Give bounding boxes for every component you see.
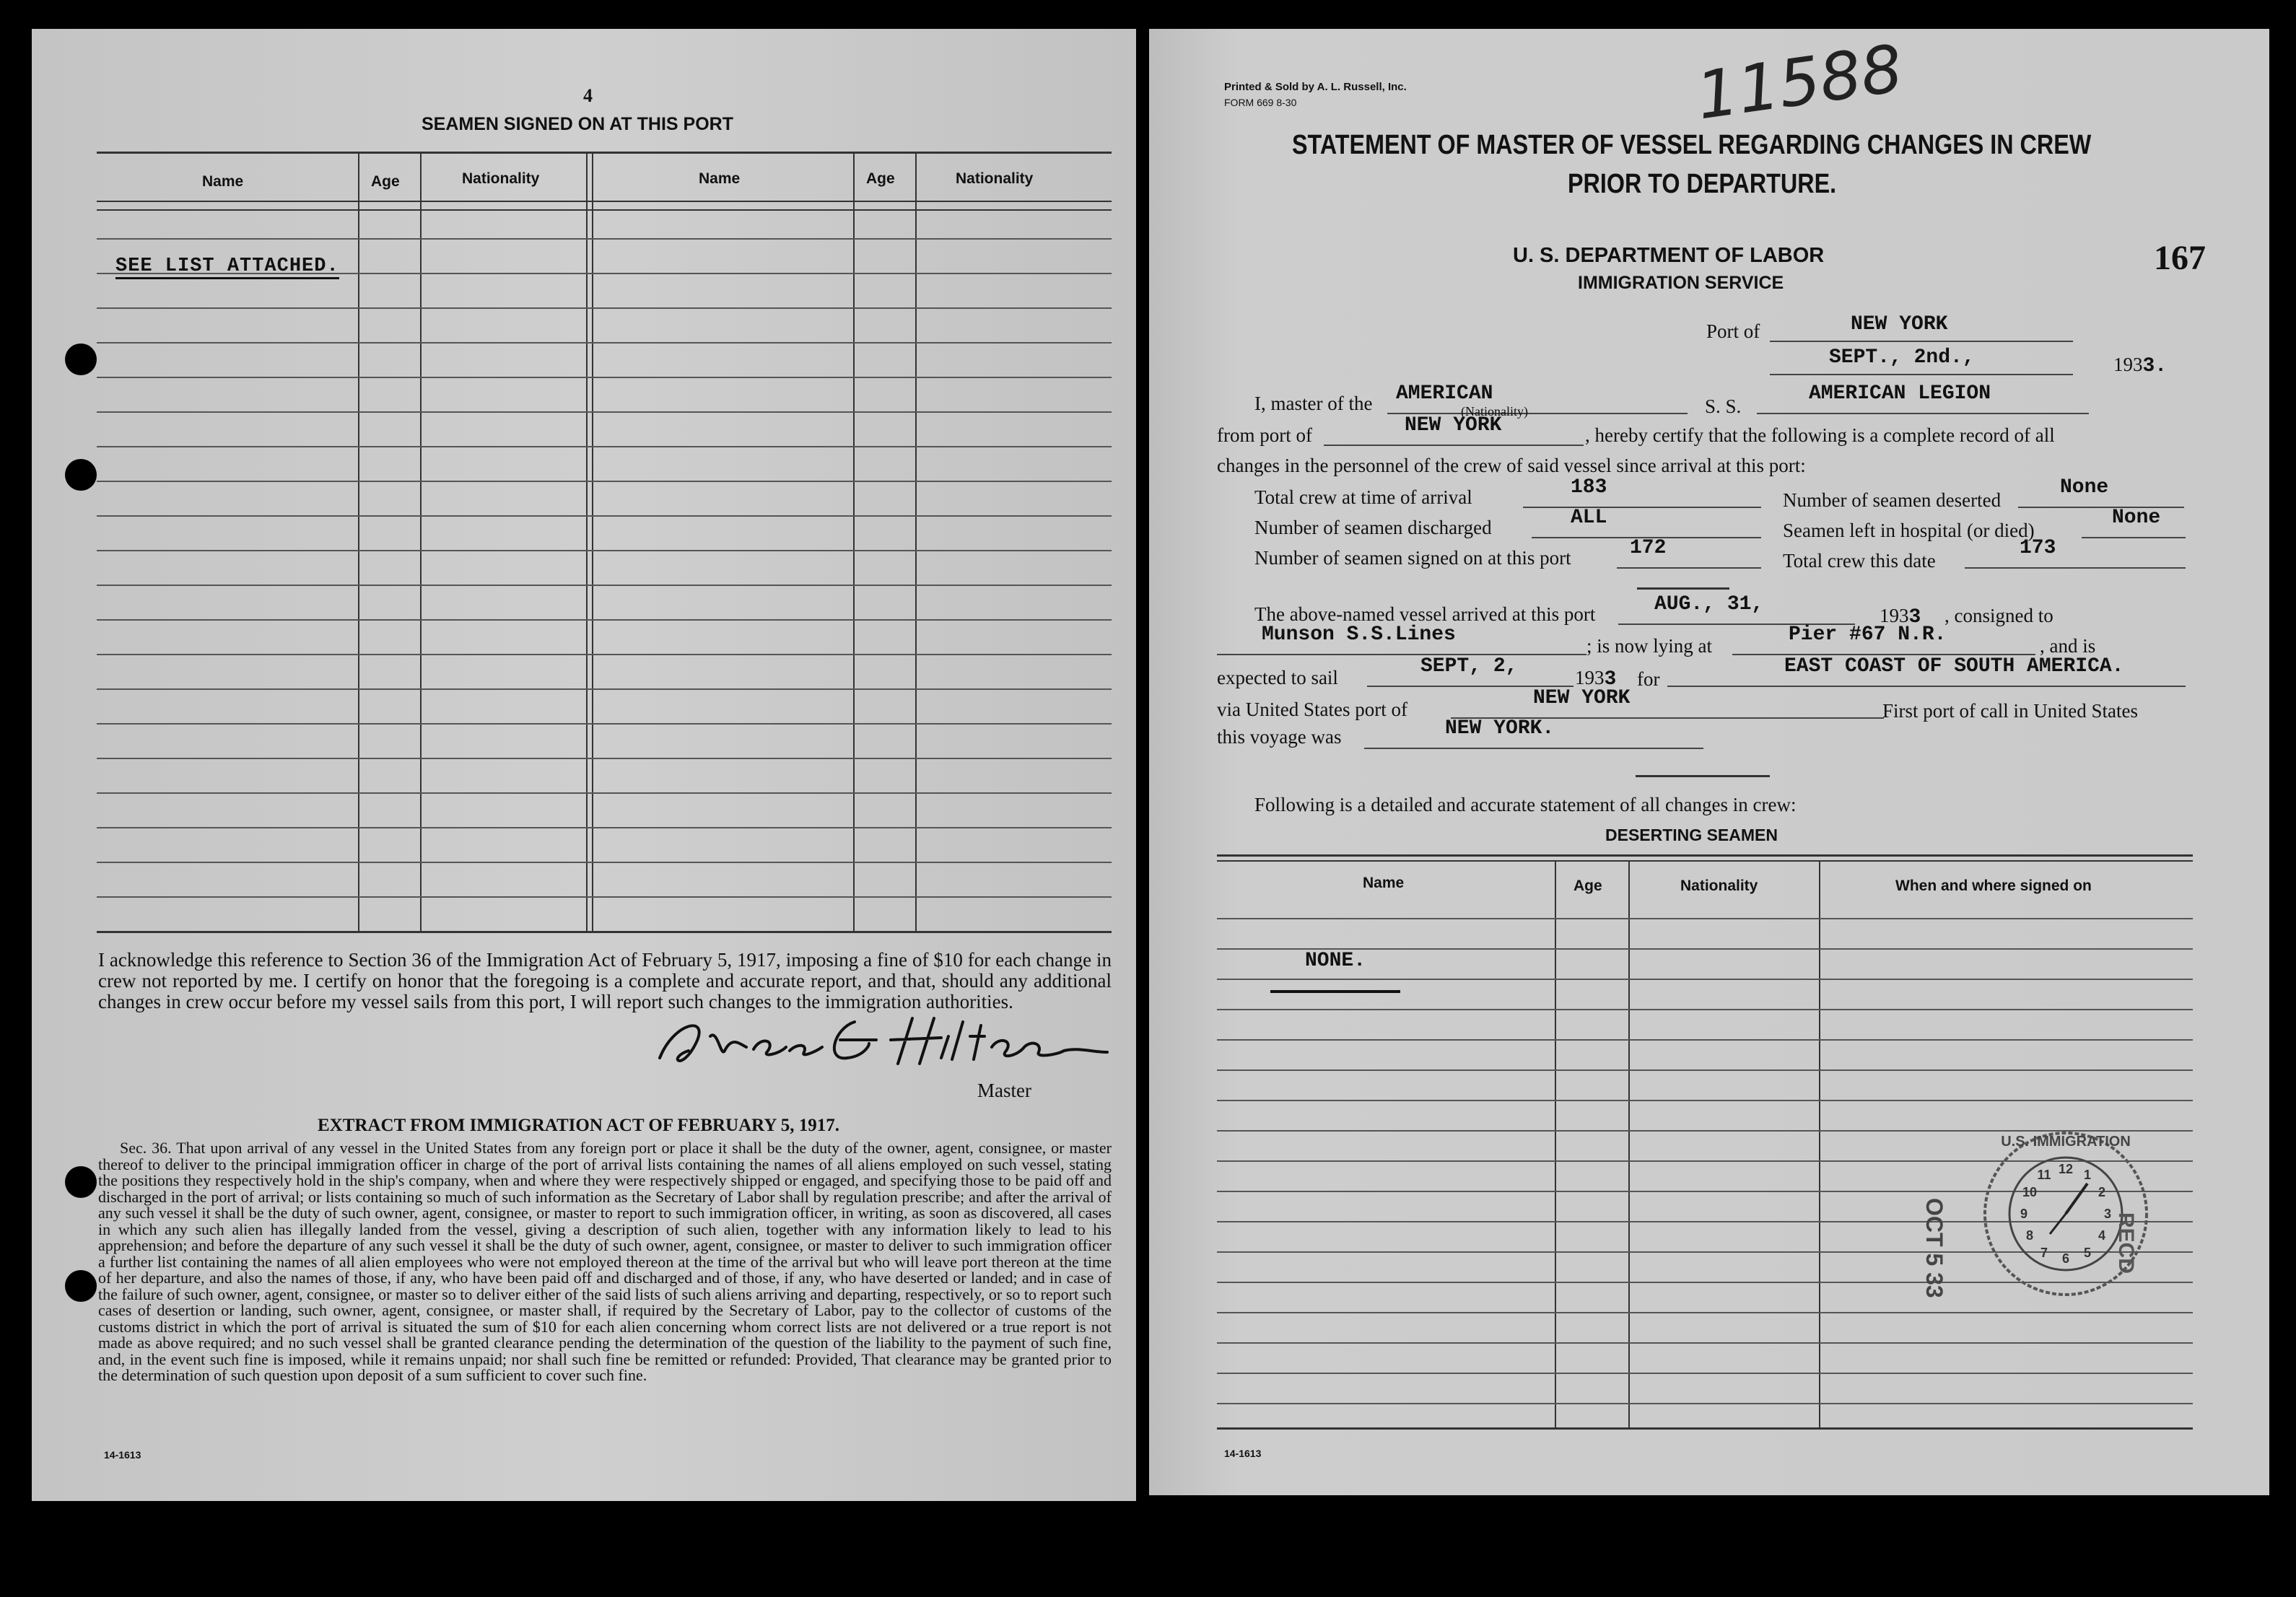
arrived-value: AUG., 31, (1654, 593, 1764, 616)
expected-label: expected to sail (1217, 667, 1338, 688)
clock-numeral: 2 (2098, 1185, 2106, 1199)
table-row-line (97, 688, 1112, 690)
acknowledgement-text: I acknowledge this reference to Section 36 of the Immigration Act of February 5, 1917, imposing a fine of $10 for each change in crew not reported by me. I certify on honor that the foregoing is a complete and accurate report, and that, should any additional changes in crew occur before my vessel sails from this port, I will report such changes to the immigration authorities. (98, 949, 1112, 1012)
voyage-label: this voyage was (1217, 726, 1342, 748)
lying-value: Pier #67 N.R. (1789, 624, 1947, 646)
deserted-value: None (2060, 476, 2109, 499)
table-row-line (1217, 1312, 2193, 1313)
deserted-label: Number of seamen deserted (1783, 489, 2002, 511)
table-row-line (1217, 918, 2193, 919)
column-divider (853, 152, 855, 932)
column-header-age: Age (866, 170, 895, 187)
punch-hole (65, 344, 97, 375)
date-value: SEPT., 2nd., (1829, 346, 1975, 369)
table-row-line (97, 827, 1112, 828)
nationality-value: AMERICAN (1396, 382, 1493, 405)
table-header-border (97, 201, 1112, 202)
stamp-side-text: RECD (2114, 1212, 2138, 1274)
field-line (1770, 374, 2073, 375)
table-row-line (1217, 979, 2193, 980)
total-crew-arrival-label: Total crew at time of arrival (1254, 486, 1472, 508)
column-divider (358, 152, 359, 932)
clock-numeral: 1 (2083, 1168, 2092, 1182)
clock-numeral: 6 (2061, 1251, 2070, 1266)
clock-numeral: 11 (2037, 1168, 2051, 1182)
column-header-nationality: Nationality (1680, 878, 1758, 894)
port-value: NEW YORK (1851, 313, 1948, 336)
year: 1933. (2113, 354, 2168, 377)
field-line (1364, 748, 1703, 749)
column-header-age: Age (371, 173, 400, 190)
table-row-line (97, 758, 1112, 759)
table-row-line (97, 550, 1112, 551)
total-crew-date-value: 173 (2020, 537, 2056, 559)
form-code: FORM 669 8-30 (1224, 97, 1297, 108)
from-port-label: from port of (1217, 424, 1312, 446)
expected-value: SEPT, 2, (1420, 655, 1518, 678)
stamp-number: 167 (2154, 239, 2206, 277)
consignee-value: Munson S.S.Lines (1262, 624, 1456, 646)
column-header-age: Age (1573, 878, 1602, 894)
column-header-nationality: Nationality (462, 170, 540, 187)
table-row-line (97, 723, 1112, 725)
table-row-line (97, 481, 1112, 482)
table-row-line (97, 411, 1112, 413)
column-divider (586, 152, 588, 932)
punch-hole (65, 1270, 97, 1302)
field-line (1667, 686, 2186, 687)
table-header-border-2 (97, 209, 1112, 211)
table-row-line (97, 307, 1112, 309)
table-top-border-2 (1217, 860, 2193, 862)
table-row-line (97, 896, 1112, 898)
arrived-year: 1933 (1880, 605, 1921, 629)
clock-numeral: 5 (2083, 1246, 2092, 1260)
table-row-line (1217, 1342, 2193, 1344)
discharged-value: ALL (1571, 507, 1607, 529)
clock-numeral: 9 (2020, 1207, 2028, 1221)
port-label: Port of (1706, 320, 1760, 342)
entry-underline (1270, 990, 1400, 993)
punch-hole (65, 1166, 97, 1198)
nationality-caption: (Nationality) (1461, 404, 1528, 419)
column-header-name: Name (202, 173, 244, 190)
stamp-outer-text: U.S. IMMIGRATION (2001, 1134, 2131, 1150)
signature-caption: Master (977, 1080, 1031, 1101)
via-label: via United States port of (1217, 699, 1407, 720)
signed-on-value: 172 (1630, 537, 1667, 559)
column-header-name: Name (699, 170, 741, 187)
hospital-label: Seamen left in hospital (or died) (1783, 520, 2035, 541)
form-number: 14-1613 (1224, 1448, 1262, 1459)
clock-numeral: 7 (2040, 1246, 2048, 1260)
separator (1636, 775, 1770, 777)
from-port-value: NEW YORK (1405, 414, 1502, 437)
voyage-value: NEW YORK. (1445, 717, 1555, 740)
extract-title: EXTRACT FROM IMMIGRATION ACT OF FEBRUARY 5, 1917. (318, 1116, 839, 1135)
field-line (1324, 445, 1584, 446)
punch-hole (65, 459, 97, 491)
form-subtitle: PRIOR TO DEPARTURE. (1568, 169, 1837, 199)
table-row-line (97, 654, 1112, 655)
first-port-label: First port of call in United States (1882, 700, 2138, 722)
table-row-line (1217, 1100, 2193, 1101)
table-top-border (1217, 854, 2193, 857)
table-row-line (97, 515, 1112, 517)
following-text: Following is a detailed and accurate statement of all changes in crew: (1254, 794, 1797, 815)
table-row-line (1217, 1009, 2193, 1010)
field-line (1965, 567, 2186, 569)
printer-line: Printed & Sold by A. L. Russell, Inc. (1224, 81, 1407, 93)
destination-value: EAST COAST OF SOUTH AMERICA. (1784, 655, 2124, 678)
total-crew-date-label: Total crew this date (1783, 550, 1936, 572)
arrived-label: The above-named vessel arrived at this port (1254, 603, 1596, 625)
column-divider (592, 152, 593, 932)
consigned-label: , consigned to (1944, 605, 2053, 626)
field-line (1217, 654, 1586, 655)
table-row-line (97, 862, 1112, 863)
table-bottom-border (1217, 1427, 2193, 1430)
field-line (2082, 537, 2186, 538)
separator (1637, 587, 1729, 590)
clock-numeral: 8 (2025, 1228, 2034, 1243)
table-bottom-border (97, 931, 1112, 933)
left-title: SEAMEN SIGNED ON AT THIS PORT (422, 114, 733, 134)
clock-numeral: 12 (2058, 1162, 2074, 1176)
column-divider (420, 152, 422, 932)
column-divider (915, 152, 917, 932)
deserting-title: DESERTING SEAMEN (1605, 826, 1778, 844)
right-page (1149, 29, 2269, 1495)
field-line (1770, 341, 2073, 342)
table-row-line (97, 446, 1112, 447)
table-row-line (97, 619, 1112, 621)
for-label: for (1637, 668, 1660, 690)
changes-text: changes in the personnel of the crew of said vessel since arrival at this port: (1217, 455, 1806, 476)
expected-year: 1933 (1575, 667, 1617, 691)
table-row-line (97, 792, 1112, 794)
service: IMMIGRATION SERVICE (1578, 273, 1784, 293)
table-row-line (1217, 1039, 2193, 1041)
certify-text: , hereby certify that the following is a complete record of all (1585, 424, 2055, 446)
clock-numeral: 3 (2103, 1207, 2112, 1221)
table-row-line (1217, 1403, 2193, 1404)
page-number: 4 (583, 85, 593, 106)
and-is-label: , and is (2040, 635, 2096, 657)
table-row-line (1217, 1373, 2193, 1374)
column-header-nationality: Nationality (956, 170, 1034, 187)
column-header-name: Name (1363, 875, 1405, 891)
table-row-line (97, 377, 1112, 378)
table-row-line (97, 238, 1112, 240)
table-row-line (1217, 1069, 2193, 1071)
table-row-line (97, 585, 1112, 586)
hospital-value: None (2112, 507, 2161, 529)
handwritten-number: 11588 (1692, 30, 1908, 135)
ss-label: S. S. (1705, 395, 1742, 417)
clock-numeral: 4 (2098, 1228, 2106, 1243)
form-title: STATEMENT OF MASTER OF VESSEL REGARDING CHANGES IN CREW (1292, 130, 2092, 160)
table-row-line (97, 342, 1112, 344)
extract-text: Sec. 36. That upon arrival of any vessel in the United States from any foreign port or place it shall be the duty of the owner, agent, consignee, or master thereof to deliver to the principal immigration officer in charge of the port of arrival lists containing the names of all aliens employed on such vessel, stating the positions they respectively hold in the ship's company, when and where they were respectively shipped or engaged, and specifying those to be paid off and discharged in the port of arrival; or lists containing so much of such information as the Secretary of Labor shall by regulation prescribe; and after the arrival of any such vessel it shall be the duty of such owner, agent, consignee, or master to report to such immigration officer, in writing, as soon as discovered, all cases in which any such alien has illegally landed from the vessel, giving a description of such alien, together with any information likely to lead to his apprehension; and before the departure of any such vessel it shall be the duty of such owner, agent, consignee, or master to deliver to such immigration officer a further list containing the names of all alien employees who were not employed thereon at the time of the arrival but who will leave port thereon at the time of her departure, and also the names of those, if any, who have been paid off and discharged and of those, if any, who have deserted or landed; and in case of the failure of such owner, agent, consignee, or master so to deliver either of the said lists of such aliens arriving and departing, respectively, or so to report such cases of desertion or landing, such owner, agent, consignee, or master shall, if required by the Secretary of Labor, pay to the collector of customs of the customs district in which the port of arrival is situated the sum of $10 for each alien concerning whom correct lists are not delivered or a true report is not made as above required; and no such vessel shall be granted clearance pending the determination of the question of the liability to the payment of such fine, and, in the event such fine is imposed, while it remains unpaid; nor shall such fine be remitted or refunded: Provided, That clearance may be granted prior to the determination of such question upon deposit of a sum sufficient to cover such fine. (98, 1139, 1112, 1384)
stamp-date: OCT 5 33 (1921, 1198, 1947, 1298)
deserting-entry: NONE. (1305, 950, 1366, 972)
department: U. S. DEPARTMENT OF LABOR (1513, 244, 1825, 267)
field-line (1523, 507, 1761, 508)
signed-on-label: Number of seamen signed on at this port (1254, 547, 1571, 569)
field-line (1617, 567, 1761, 569)
via-value: NEW YORK (1533, 687, 1631, 709)
field-line (1757, 413, 2089, 414)
table-top-border (97, 152, 1112, 154)
column-header-when-where: When and where signed on (1895, 878, 2092, 894)
lying-label: ; is now lying at (1586, 635, 1712, 657)
left-page (32, 29, 1136, 1501)
form-number: 14-1613 (104, 1449, 141, 1461)
master-label: I, master of the (1254, 393, 1373, 414)
clock-numeral: 10 (2022, 1185, 2038, 1199)
discharged-label: Number of seamen discharged (1254, 517, 1492, 538)
table-entry: SEE LIST ATTACHED. (115, 255, 339, 279)
total-crew-arrival-value: 183 (1571, 476, 1607, 499)
master-signature (652, 1007, 1114, 1080)
vessel-value: AMERICAN LEGION (1809, 382, 1991, 405)
